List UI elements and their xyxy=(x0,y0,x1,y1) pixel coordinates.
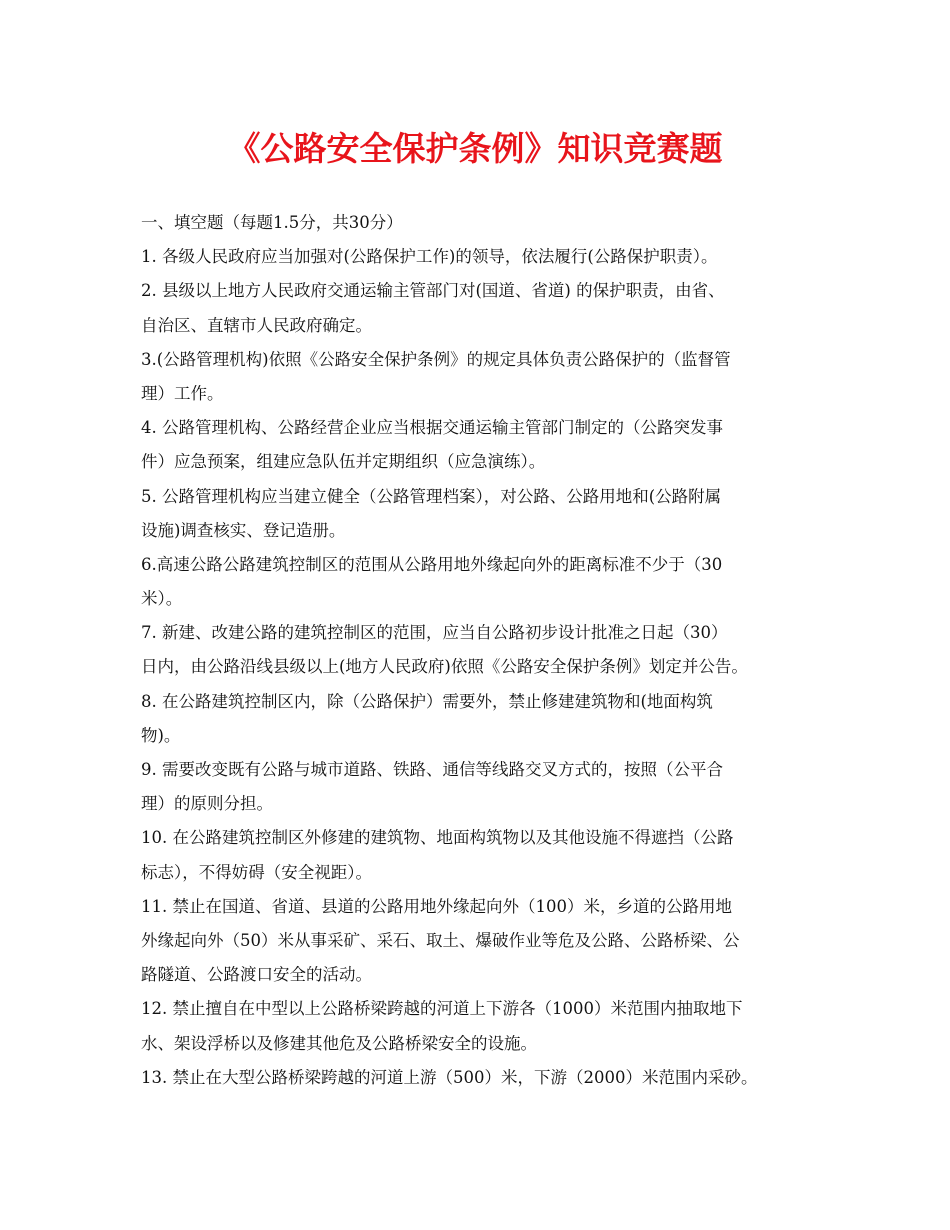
text-line: 12. 禁止擅自在中型以上公路桥梁跨越的河道上下游各（1000）米范围内抽取地下 xyxy=(141,999,743,1019)
text-line: 4. 公路管理机构、公路经营企业应当根据交通运输主管部门制定的（公路突发事 xyxy=(141,418,723,438)
text-line: 日内，由公路沿线县级以上(地方人民政府)依照《公路安全保护条例》划定并公告。 xyxy=(141,657,748,677)
text-line: 米）。 xyxy=(141,589,183,609)
text-line: 2. 县级以上地方人民政府交通运输主管部门对(国道、省道) 的保护职责，由省、 xyxy=(141,281,725,301)
text-line: 8. 在公路建筑控制区内，除（公路保护）需要外，禁止修建建筑物和(地面构筑 xyxy=(141,691,713,711)
text-line: 标志），不得妨碍（安全视距）。 xyxy=(141,862,372,882)
text-line: 3.(公路管理机构)依照《公路安全保护条例》的规定具体负责公路保护的（监督管 xyxy=(141,349,731,369)
text-line: 5. 公路管理机构应当建立健全（公路管理档案），对公路、公路用地和(公路附属 xyxy=(141,486,722,506)
text-line: 1. 各级人民政府应当加强对(公路保护工作)的领导，依法履行(公路保护职责）。 xyxy=(141,247,718,267)
text-line: 件）应急预案，组建应急队伍并定期组织（应急演练）。 xyxy=(141,452,546,472)
text-line: 物)。 xyxy=(141,725,181,745)
text-line: 自治区、直辖市人民政府确定。 xyxy=(141,315,372,335)
text-line: 11. 禁止在国道、省道、县道的公路用地外缘起向外（100）米，乡道的公路用地 xyxy=(141,896,732,916)
text-line: 水、架设浮桥以及修建其他危及公路桥梁安全的设施。 xyxy=(141,1033,537,1053)
text-line: 设施)调查核实、登记造册。 xyxy=(141,520,346,540)
text-line: 6.高速公路公路建筑控制区的范围从公路用地外缘起向外的距离标准不少于（30 xyxy=(141,554,723,574)
document-title: 《公路安全保护条例》知识竞赛题 xyxy=(227,129,723,168)
text-line: 10. 在公路建筑控制区外修建的建筑物、地面构筑物以及其他设施不得遮挡（公路 xyxy=(141,828,734,848)
document-body xyxy=(141,206,821,1095)
text-line: 理）工作。 xyxy=(141,383,224,403)
text-line: 理）的原则分担。 xyxy=(141,794,273,814)
text-line: 9. 需要改变既有公路与城市道路、铁路、通信等线路交叉方式的，按照（公平合 xyxy=(141,760,723,779)
section-heading: 一、填空题（每题1.5分，共30分） xyxy=(141,213,403,232)
text-line: 外缘起向外（50）米从事采矿、采石、取土、爆破作业等危及公路、公路桥梁、公 xyxy=(141,930,740,950)
text-line: 13. 禁止在大型公路桥梁跨越的河道上游（500）米，下游（2000）米范围内采砂。 xyxy=(141,1067,758,1087)
text-line: 7. 新建、改建公路的建筑控制区的范围，应当自公路初步设计批准之日起（30） xyxy=(141,623,728,643)
text-line: 路隧道、公路渡口安全的活动。 xyxy=(141,965,372,985)
